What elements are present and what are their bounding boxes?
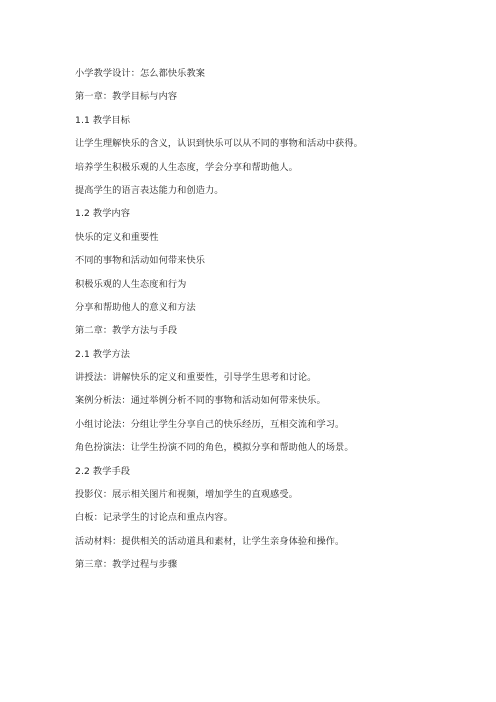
section-2-2-heading: 2.2 教学手段 (75, 465, 131, 477)
section-1-2-heading: 1.2 教学内容 (75, 208, 131, 220)
paragraph-line: 角色扮演法：让学生扮演不同的角色，模拟分享和帮助他人的场景。 (75, 442, 354, 454)
document-body (75, 66, 475, 581)
chapter-1-heading: 第一章：教学目标与内容 (75, 91, 178, 103)
chapter-3-heading: 第三章：教学过程与步骤 (75, 559, 178, 571)
paragraph-line: 案例分析法：通过举例分析不同的事物和活动如何带来快乐。 (75, 395, 326, 407)
paragraph-line: 积极乐观的人生态度和行为 (75, 278, 187, 290)
paragraph-line: 白板：记录学生的讨论点和重点内容。 (75, 512, 233, 524)
document-title: 小学教学设计：怎么都快乐教案 (75, 68, 206, 79)
chapter-2-heading: 第二章：教学方法与手段 (75, 325, 178, 337)
paragraph-line: 不同的事物和活动如何带来快乐 (75, 255, 206, 267)
paragraph-line: 快乐的定义和重要性 (75, 231, 159, 243)
section-2-1-heading: 2.1 教学方法 (75, 348, 131, 360)
paragraph-line: 培养学生积极乐观的人生态度，学会分享和帮助他人。 (75, 161, 298, 173)
paragraph-line: 活动材料：提供相关的活动道具和素材，让学生亲身体验和操作。 (75, 535, 345, 547)
paragraph-line: 提高学生的语言表达能力和创造力。 (75, 184, 224, 196)
paragraph-line: 讲授法：讲解快乐的定义和重要性，引导学生思考和讨论。 (75, 372, 317, 384)
paragraph-line: 分享和帮助他人的意义和方法 (75, 301, 196, 313)
section-1-1-heading: 1.1 教学目标 (75, 114, 131, 126)
paragraph-line: 小组讨论法：分组让学生分享自己的快乐经历，互相交流和学习。 (75, 418, 345, 430)
paragraph-line: 投影仪：展示相关图片和视频，增加学生的直观感受。 (75, 489, 298, 501)
paragraph-line: 让学生理解快乐的含义，认识到快乐可以从不同的事物和活动中获得。 (75, 138, 363, 150)
